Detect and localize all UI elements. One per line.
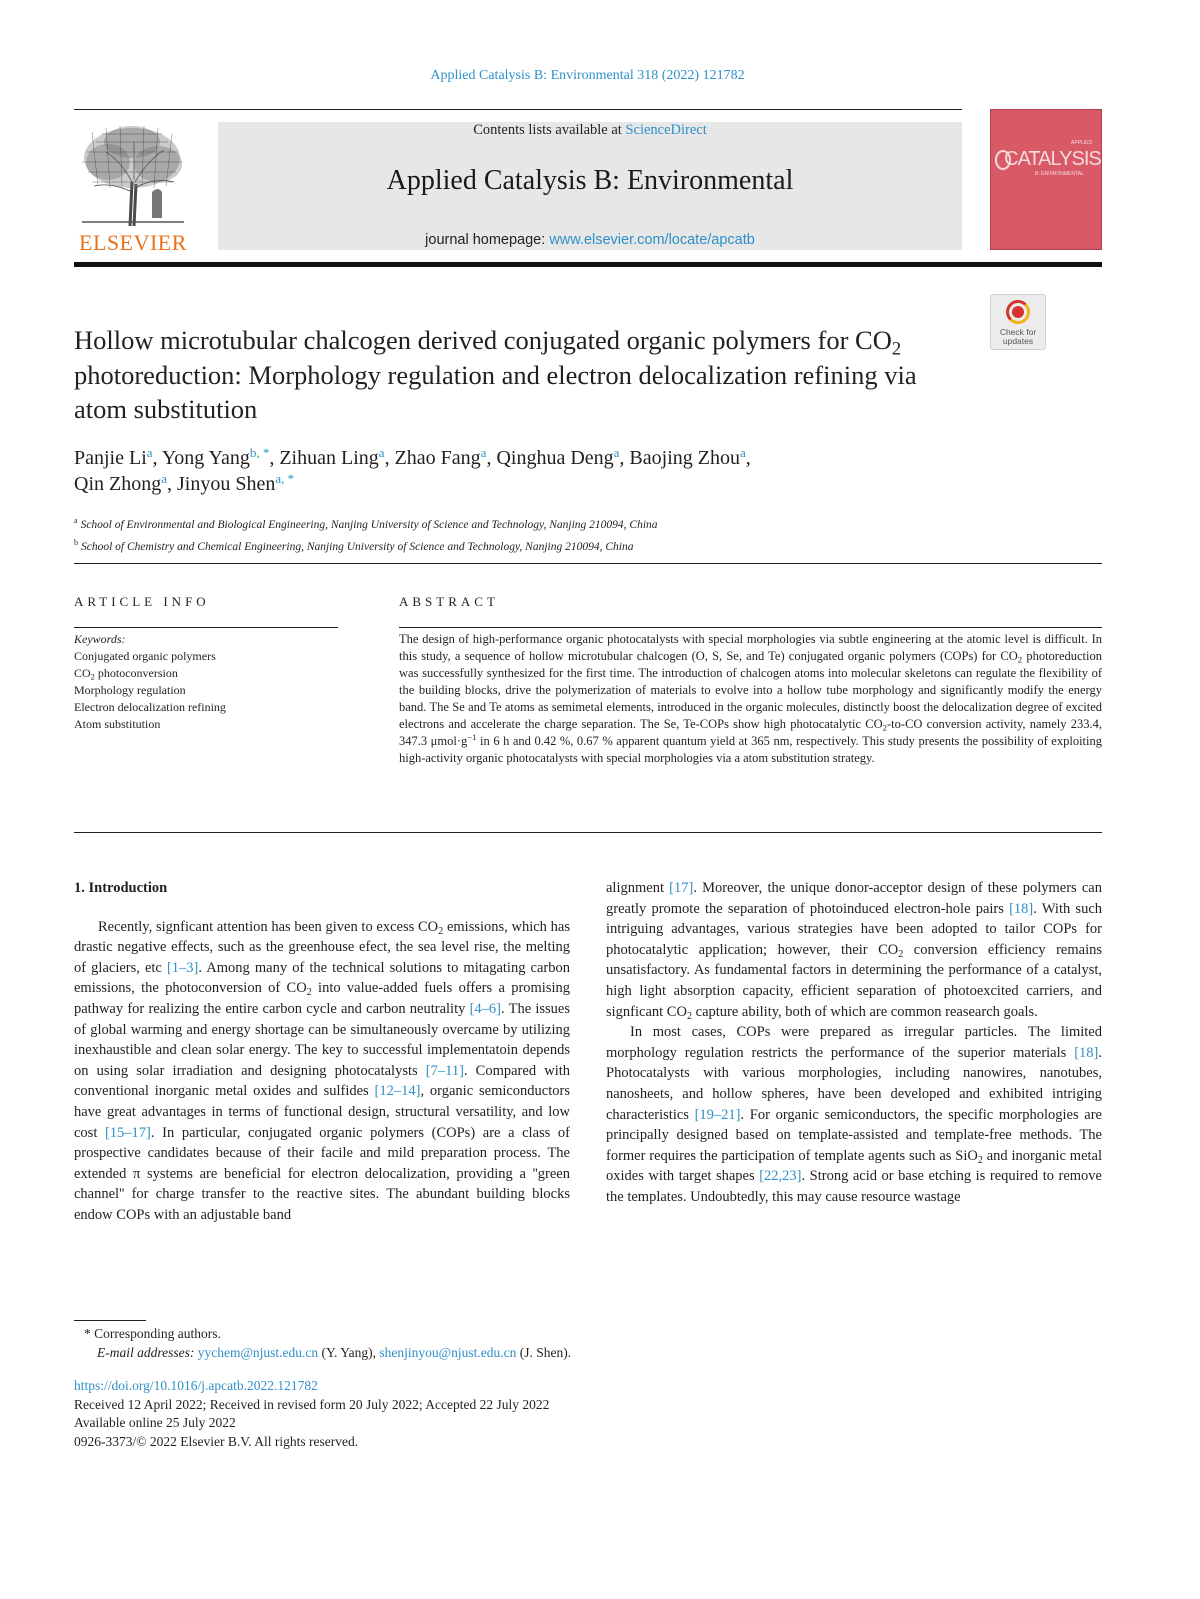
corresponding-note: * Corresponding authors. (84, 1326, 221, 1341)
abstract-text: The design of high-performance organic photocatalysts with special morphologies via subtle engineering at the atomic level is difficult. In this study, a sequence of hollow microtubular chalcogen (O, S, Se, and Te) conjugated organic polymers (COPs) for $CO_2$ photoreduction was successfully synthesized for the first time. The introduction of chalcogen atoms into molecular skeletons can regulate the flexibility of the building blocks, drive the polymerization of materials to evolve into a hollow tube morphology and significantly modify the energy band. The Se and Te atoms as semimetal elements, introduced in the organic molecules, distinctly boost the delocalization degree of excited electrons and accelerate the charge separation. The Se, Te-COPs show high photocatalytic $CO_2-to-CO$ conversion activity, namely 233.4, 347.3 $\mu mol\cdot g^{-1}$ in 6 h and 0.42 %, 0.67 % apparent quantum yield at 365 nm, respectively. This study presents the possibility of exploiting high-activity organic photocatalysts with special morphologies via a atom substitution strategy. (399, 632, 1102, 765)
cover-title: CATALYSIS (1004, 148, 1101, 170)
body-paragraph: alignment [17]. Moreover, the unique donor-acceptor design of these polymers can greatly promote the separation of photoinduced electron-hole pairs [18]. With such intriguing advantages, various strategies have been adopted to tailor COPs for photocatalytic application; however, their $CO_2$ conversion efficiency remains unsatisfactory. As fundamental factors in determining the performance of a catalyst, high light absorption capacity, efficient separation of photoexcited carriers, and signficant $CO_2$ capture ability, both of which are common reasearch goals. (606, 880, 1103, 1022)
journal-homepage-link[interactable]: www.elsevier.com/locate/apcatb (549, 232, 755, 248)
crossmark-dot-icon (1012, 306, 1024, 318)
top-divider (74, 109, 962, 110)
author-name[interactable]: Baojing Zhou (629, 447, 740, 469)
keywords-block (74, 631, 338, 733)
affiliation-item: $^a$ School of Environmental and Biological Engineering, Nanjing University of Science and Technology, Nanjing 210094, China (74, 516, 658, 531)
author-name[interactable]: Panjie Li (74, 447, 147, 469)
author-affiliation-mark[interactable]: a (146, 444, 153, 460)
abstract-end-divider (74, 832, 1102, 833)
abstract-heading: ABSTRACT (399, 594, 499, 609)
homepage-line (218, 232, 962, 248)
citation-link[interactable]: [18] (1074, 1044, 1099, 1061)
citation-link[interactable]: [22,23] (759, 1168, 802, 1185)
elsevier-logo[interactable] (72, 122, 194, 254)
homepage-prefix: journal homepage: (425, 232, 550, 248)
email-link[interactable]: shenjinyou@njust.edu.cn (379, 1345, 517, 1360)
author-affiliation-mark[interactable]: a (161, 470, 167, 486)
keyword-item: $CO_2$ photoconversion (74, 666, 178, 682)
author-name[interactable]: Qinghua Deng (496, 447, 614, 469)
citation-link[interactable]: [1–3] (166, 959, 199, 976)
citation-link[interactable]: [18] (1009, 900, 1034, 917)
author-affiliation-mark[interactable]: a (613, 444, 620, 460)
author-affiliation-mark[interactable]: a, * (275, 470, 295, 486)
cover-top-label: APPLIED (1071, 140, 1093, 146)
citation-link[interactable]: [4–6] (469, 1000, 502, 1017)
header-thick-divider (74, 262, 1102, 267)
author-name[interactable]: Yong Yang (161, 447, 250, 469)
received-dates: Received 12 April 2022; Received in revised form 20 July 2022; Accepted 22 July 2022 (74, 1396, 550, 1412)
citation-link[interactable]: [17] (669, 880, 694, 896)
doi-link[interactable]: https://doi.org/10.1016/j.apcatb.2022.121782 (74, 1378, 318, 1393)
affiliation-item: $^b$ School of Chemistry and Chemical Engineering, Nanjing University of Science and Technology, Nanjing 210094, China (74, 537, 634, 553)
affiliation-divider (74, 563, 1102, 564)
journal-reference[interactable]: Applied Catalysis B: Environmental 318 (2022) 121782 (430, 68, 745, 83)
keyword-item: Electron delocalization refining (74, 700, 226, 714)
check-for-updates-button[interactable] (990, 294, 1046, 350)
citation-link[interactable]: [12–14] (374, 1083, 421, 1100)
body-column-left (74, 878, 570, 1226)
check-updates-label: Check for updates (999, 327, 1037, 346)
keyword-item: Morphology regulation (74, 683, 186, 697)
body-paragraph: Recently, signficant attention has been given to excess $CO_2$ emissions, which has drastic negative effects, such as the greenhouse efect, the sea level rise, the melting of glaciers, etc [1–3]. Among many of the technical solutions to mitagating carbon emissions, the photoconversion of $CO_2$ into value-added fuels offers a promising pathway for realizing the entire carbon cycle and carbon neutrality [4–6]. The issues of global warming and energy shortage can be simultaneously overcame by utilizing inexhaustible and clean solar energy. The key to successful implementatoin depends on using solar irradiation and designing photocatalysts [7–11]. Compared with conventional inorganic metal oxides and sulfides [12–14], organic semiconductors have great advantages in terms of functional design, structural versatility, and low cost [15–17]. In particular, conjugated organic polymers (COPs) are a class of prospective candidates because of their facile and mild preparation process. The extended π systems are beneficial for electron delocalization, providing a ''green channel'' for charge transfer to the reactive sites. The abundant building blocks endow COPs with an adjustable band (74, 918, 570, 1223)
author-name[interactable]: Zhao Fang (394, 447, 481, 469)
publisher-wordmark: ELSEVIER (79, 230, 187, 255)
footnote (74, 1324, 1102, 1362)
affiliation-list (74, 512, 974, 556)
author-name[interactable]: Qin Zhong (74, 473, 162, 495)
journal-masthead (218, 122, 962, 250)
article-info-heading: ARTICLE INFO (74, 594, 210, 609)
author-affiliation-mark[interactable]: a (378, 444, 385, 460)
keyword-item: Conjugated organic polymers (74, 649, 216, 663)
journal-name: Applied Catalysis B: Environmental (386, 165, 794, 196)
citation-link[interactable]: [19–21] (694, 1106, 741, 1123)
cover-subtitle: B: ENVIRONMENTAL (1035, 171, 1084, 177)
sciencedirect-link[interactable]: ScienceDirect (625, 122, 707, 138)
author-name[interactable]: Jinyou Shen (177, 473, 276, 495)
author-affiliation-mark[interactable]: a (480, 444, 487, 460)
email-line: E-mail addresses: yychem@njust.edu.cn (Y. Yang), shenjinyou@njust.edu.cn (J. Shen). (97, 1345, 572, 1360)
article-title: Hollow microtubular chalcogen derived conjugated organic polymers for $CO_2$ photoreduction: Morphology regulation and electron delocalization refining via atom substitution (74, 325, 917, 424)
author-name[interactable]: Zihuan Ling (279, 447, 379, 469)
citation-link[interactable]: [7–11] (425, 1062, 464, 1079)
author-list: Panjie Li$^a$, Yong Yang$^{b, *}$, Zihuan Ling$^a$, Zhao Fang$^a$, Qinghua Deng$^a$, Baojing Zhou$^a$, Qin Zhong$^a$, Jinyou Shen$^{a, *}$ (74, 444, 751, 495)
email-link[interactable]: yychem@njust.edu.cn (197, 1345, 319, 1360)
citation-link[interactable]: [15–17] (104, 1124, 151, 1141)
author-affiliation-mark[interactable]: b, * (249, 444, 270, 460)
keywords-label: Keywords: (74, 632, 126, 646)
article-info-divider (74, 627, 338, 628)
publication-info (74, 1377, 1102, 1451)
copyright-line: 0926-3373/© 2022 Elsevier B.V. All rights reserved. (74, 1433, 359, 1449)
online-date: Available online 25 July 2022 (74, 1415, 236, 1430)
section-heading-introduction: 1. Introduction (74, 880, 168, 896)
contents-prefix: Contents lists available at (473, 122, 626, 138)
journal-cover-thumbnail[interactable] (990, 109, 1102, 250)
footnote-divider (74, 1320, 146, 1321)
author-affiliation-mark[interactable]: a (739, 444, 746, 460)
contents-line (218, 122, 962, 139)
body-column-right (606, 878, 1102, 1208)
abstract-divider (399, 627, 1102, 628)
keyword-item: Atom substitution (74, 717, 161, 731)
body-paragraph: In most cases, COPs were prepared as irregular particles. The limited morphology regulation restricts the performance of the superior materials [18]. Photocatalysts with various morphologies, including nanowires, nanotubes, nanosheets, and hollow spheres, have been developed and exhibited intriging characteristics [19–21]. For organic semiconductors, the specific morphologies are principally designed based on template-assisted and template-free methods. The former requires the participation of template agents such as SiO$_2$ and inorganic metal oxides with target shapes [22,23]. Strong acid or base etching is required to remove the templates. Undoubtedly, this may cause resource wastage (606, 1024, 1102, 1205)
tree-icon (72, 122, 194, 228)
